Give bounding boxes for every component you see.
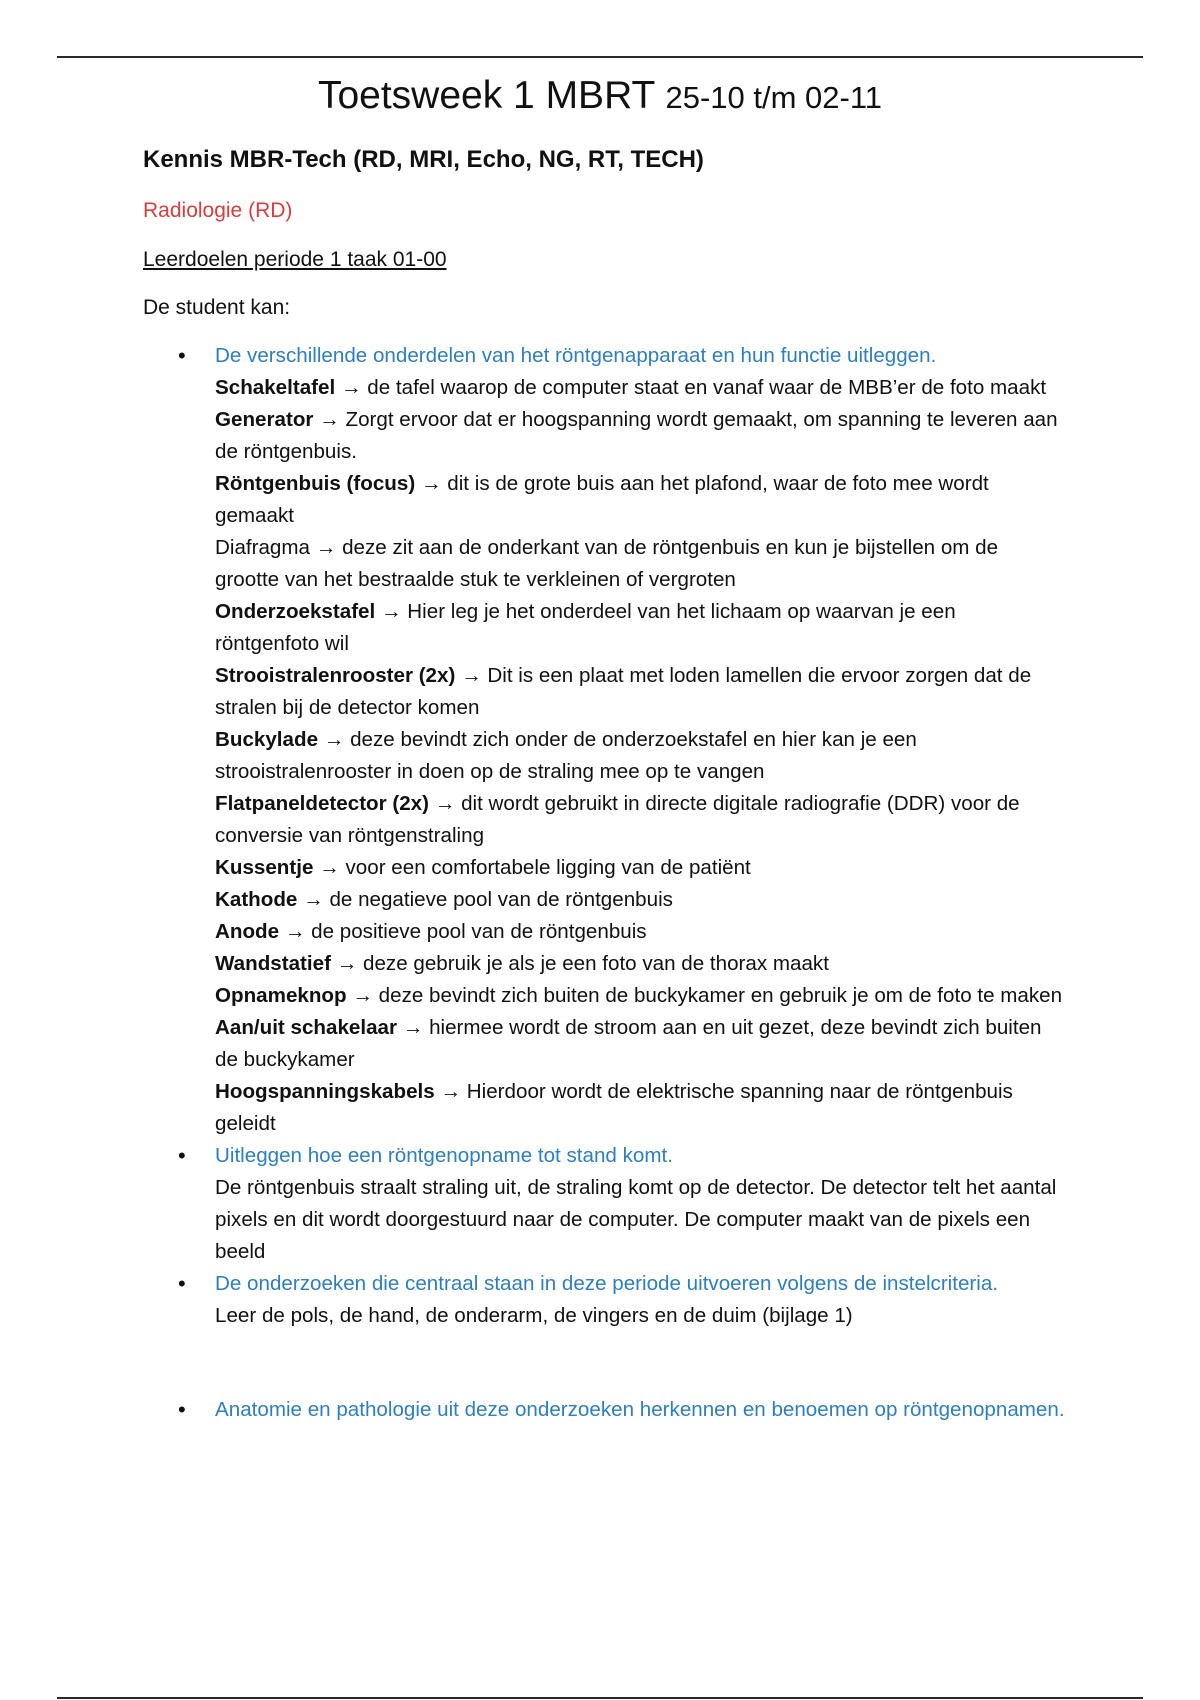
- list-item: [178, 1268, 1065, 1332]
- page-title: [0, 74, 1200, 118]
- definition-text: Hierdoor wordt de elektrische spanning naar de röntgenbuis geleidt: [215, 1080, 1013, 1135]
- arrow-icon: →: [420, 472, 442, 495]
- definition-text: voor een comfortabele ligging van de patiënt: [345, 856, 751, 879]
- definition-row: [215, 916, 1065, 948]
- learning-goals-label: Leerdoelen periode 1 taak 01-00: [143, 248, 447, 271]
- definition-term: Onderzoekstafel: [215, 600, 376, 623]
- definition-text: de tafel waarop de computer staat en vanaf waar de MBB’er de foto maakt: [367, 376, 1047, 399]
- arrow-icon: →: [336, 952, 358, 975]
- definition-term: Wandstatief: [215, 952, 331, 975]
- arrow-icon: →: [461, 664, 482, 687]
- arrow-icon: →: [319, 856, 340, 879]
- arrow-icon: →: [315, 536, 337, 559]
- arrow-icon: →: [380, 600, 402, 623]
- definition-term: Hoogspanningskabels: [215, 1080, 435, 1103]
- definition-row: [215, 468, 1065, 532]
- list-item-lead: Anatomie en pathologie uit deze onderzoeken herkennen en benoemen op röntgenopnamen.: [215, 1398, 1065, 1421]
- arrow-icon: →: [440, 1080, 462, 1103]
- list-item: [178, 1140, 1065, 1268]
- definition-row: [215, 852, 1065, 884]
- definition-row: [215, 1076, 1065, 1140]
- definition-text: dit is de grote buis aan het plafond, waar de foto mee wordt gemaakt: [215, 472, 989, 527]
- bullet-icon: •: [178, 343, 186, 368]
- arrow-icon: →: [323, 728, 345, 751]
- list-item: [178, 340, 1065, 1140]
- definition-term: Flatpaneldetector (2x): [215, 792, 429, 815]
- arrow-icon: →: [340, 376, 362, 399]
- definition-row: [215, 660, 1065, 724]
- definition-term: Kathode: [215, 888, 298, 911]
- definition-term: Buckylade: [215, 728, 319, 751]
- definition-row: [215, 404, 1065, 468]
- arrow-icon: →: [303, 888, 324, 911]
- definition-text: deze zit aan de onderkant van de röntgenbuis en kun je bijstellen om de grootte van het bestraalde stuk te verkleinen of vergroten: [215, 536, 999, 591]
- definition-text: hiermee wordt de stroom aan en uit gezet, deze bevindt zich buiten de buckykamer: [215, 1016, 1042, 1071]
- definition-row: [215, 1012, 1065, 1076]
- list-item-text: De röntgenbuis straalt straling uit, de straling komt op de detector. De detector telt het aantal pixels en dit wordt doorgestuurd naar de computer. De computer maakt van de pixels een beeld: [215, 1176, 1057, 1263]
- bullet-list: [178, 340, 1065, 1426]
- definition-row: [215, 372, 1065, 404]
- arrow-icon: →: [319, 408, 340, 431]
- course-heading: Kennis MBR-Tech (RD, MRI, Echo, NG, RT, TECH): [143, 146, 704, 173]
- definition-row: [215, 724, 1065, 788]
- list-item-lead: Uitleggen hoe een röntgenopname tot stand komt.: [215, 1144, 673, 1167]
- list-item: [178, 1394, 1065, 1426]
- definition-text: Dit is een plaat met loden lamellen die ervoor zorgen dat de stralen bij de detector komen: [215, 664, 1032, 719]
- definition-text: de negatieve pool van de röntgenbuis: [329, 888, 673, 911]
- definition-term: Aan/uit schakelaar: [215, 1016, 397, 1039]
- definition-row: [215, 980, 1065, 1012]
- title-main: Toetsweek 1 MBRT: [317, 74, 655, 117]
- definition-row: [215, 532, 1065, 596]
- definition-term: Schakeltafel: [215, 376, 336, 399]
- arrow-icon: →: [352, 984, 373, 1007]
- definition-text: deze bevindt zich buiten de buckykamer en gebruik je om de foto te maken: [378, 984, 1063, 1007]
- definition-text: deze bevindt zich onder de onderzoekstafel en hier kan je een strooistralenrooster in doen op de straling mee op te vangen: [215, 728, 917, 783]
- top-rule: [57, 56, 1143, 58]
- arrow-icon: →: [434, 792, 456, 815]
- bottom-rule: [57, 1697, 1143, 1699]
- definition-term-plain: Diafragma: [215, 536, 310, 559]
- title-date-range: 25-10 t/m 02-11: [665, 80, 883, 115]
- list-item-lead: De verschillende onderdelen van het röntgenapparaat en hun functie uitleggen.: [215, 344, 937, 367]
- definition-row: [215, 884, 1065, 916]
- definition-term: Kussentje: [215, 856, 314, 879]
- definition-text: Zorgt ervoor dat er hoogspanning wordt gemaakt, om spanning te leveren aan de röntgenbuis.: [215, 408, 1058, 463]
- definition-row: [215, 948, 1065, 980]
- definition-text: de positieve pool van de röntgenbuis: [311, 920, 647, 943]
- definition-text: Hier leg je het onderdeel van het lichaam op waarvan je een röntgenfoto wil: [215, 600, 956, 655]
- definition-text: dit wordt gebruikt in directe digitale radiografie (DDR) voor de conversie van röntgenstraling: [215, 792, 1020, 847]
- definition-row: [215, 788, 1065, 852]
- bullet-icon: •: [178, 1143, 186, 1168]
- arrow-icon: →: [402, 1016, 424, 1039]
- definition-term: Opnameknop: [215, 984, 347, 1007]
- bullet-icon: •: [178, 1271, 186, 1296]
- definition-row: [215, 596, 1065, 660]
- definition-term: Röntgenbuis (focus): [215, 472, 416, 495]
- list-item-lead: De onderzoeken die centraal staan in deze periode uitvoeren volgens de instelcriteria.: [215, 1272, 999, 1295]
- section-label: Radiologie (RD): [143, 199, 293, 222]
- definition-term: Anode: [215, 920, 280, 943]
- definition-term: Strooistralenrooster (2x): [215, 664, 456, 687]
- definition-term: Generator: [215, 408, 314, 431]
- list-item-text: Leer de pols, de hand, de onderarm, de vingers en de duim (bijlage 1): [215, 1304, 853, 1327]
- spacer: [215, 1332, 1065, 1394]
- intro-text: De student kan:: [143, 296, 291, 319]
- bullet-icon: •: [178, 1397, 186, 1422]
- definition-text: deze gebruik je als je een foto van de thorax maakt: [363, 952, 829, 975]
- arrow-icon: →: [284, 920, 306, 943]
